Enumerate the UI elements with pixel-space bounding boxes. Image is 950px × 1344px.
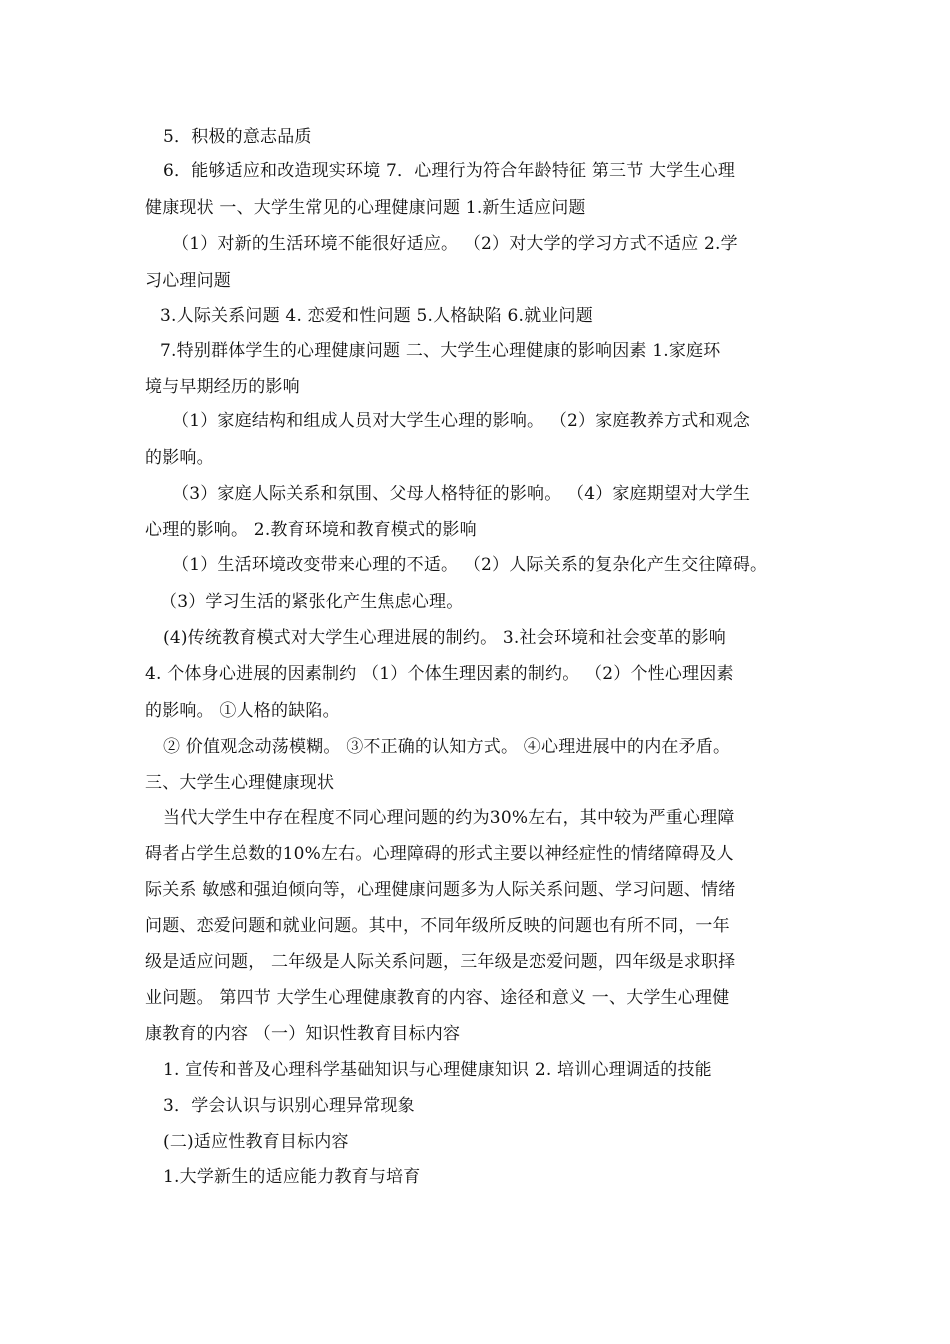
text-line: 1. 宣传和普及心理科学基础知识与心理健康知识 2. 培训心理调适的技能 [163,1060,712,1080]
text-line: 的影响。 ①人格的缺陷。 [145,701,340,721]
text-line: 碍者占学生总数的10%左右。心理障碍的形式主要以神经症性的情绪障碍及人 [145,844,734,864]
text-line: 的影响。 [145,448,214,468]
text-line: （3）家庭人际关系和氛围、父母人格特征的影响。 （4）家庭期望对大学生 [172,484,751,504]
text-line: 业问题。 第四节 大学生心理健康教育的内容、途径和意义 一、大学生心理健 [145,988,730,1008]
text-line: 7.特别群体学生的心理健康问题 二、大学生心理健康的影响因素 1.家庭环 [160,341,721,361]
text-line: 心理的影响。 2.教育环境和教育模式的影响 [145,520,477,540]
text-line: 5．积极的意志品质 [163,127,312,147]
text-line: 级是适应问题， 二年级是人际关系问题，三年级是恋爱问题，四年级是求职择 [145,952,736,972]
text-line: （3）学习生活的紧张化产生焦虑心理。 [160,592,464,612]
text-line: （1）生活环境改变带来心理的不适。 （2）人际关系的复杂化产生交往障碍。 [172,555,768,575]
text-line: 6．能够适应和改造现实环境 7．心理行为符合年龄特征 第三节 大学生心理 [163,161,736,181]
text-line: 问题、恋爱问题和就业问题。其中，不同年级所反映的问题也有所不同，一年 [145,916,730,936]
text-line: （1）家庭结构和组成人员对大学生心理的影响。 （2）家庭教养方式和观念 [172,411,751,431]
text-line: 康教育的内容 （一）知识性教育目标内容 [145,1024,461,1044]
text-line: (4)传统教育模式对大学生心理进展的制约。 3.社会环境和社会变革的影响 [163,628,726,648]
text-line: （1）对新的生活环境不能很好适应。 （2）对大学的学习方式不适应 2.学 [172,234,738,254]
text-line: 1.大学新生的适应能力教育与培育 [163,1167,421,1187]
text-line: 3．学会认识与识别心理异常现象 [163,1096,415,1116]
text-line: ② 价值观念动荡模糊。 ③不正确的认知方式。 ④心理进展中的内在矛盾。 [163,737,731,757]
text-line: 际关系 敏感和强迫倾向等，心理健康问题多为人际关系问题、学习问题、情绪 [145,880,736,900]
text-line: 3.人际关系问题 4. 恋爱和性问题 5.人格缺陷 6.就业问题 [160,306,593,326]
section-heading: 三、大学生心理健康现状 [145,773,335,793]
text-line: 境与早期经历的影响 [145,377,300,397]
text-line: 当代大学生中存在程度不同心理问题的约为30%左右，其中较为严重心理障 [163,808,735,828]
text-line: 习心理问题 [145,271,231,291]
text-line: 健康现状 一、大学生常见的心理健康问题 1.新生适应问题 [145,198,586,218]
text-line: (二)适应性教育目标内容 [163,1132,349,1152]
text-line: 4. 个体身心进展的因素制约 （1）个体生理因素的制约。 （2）个性心理因素 [145,664,734,684]
